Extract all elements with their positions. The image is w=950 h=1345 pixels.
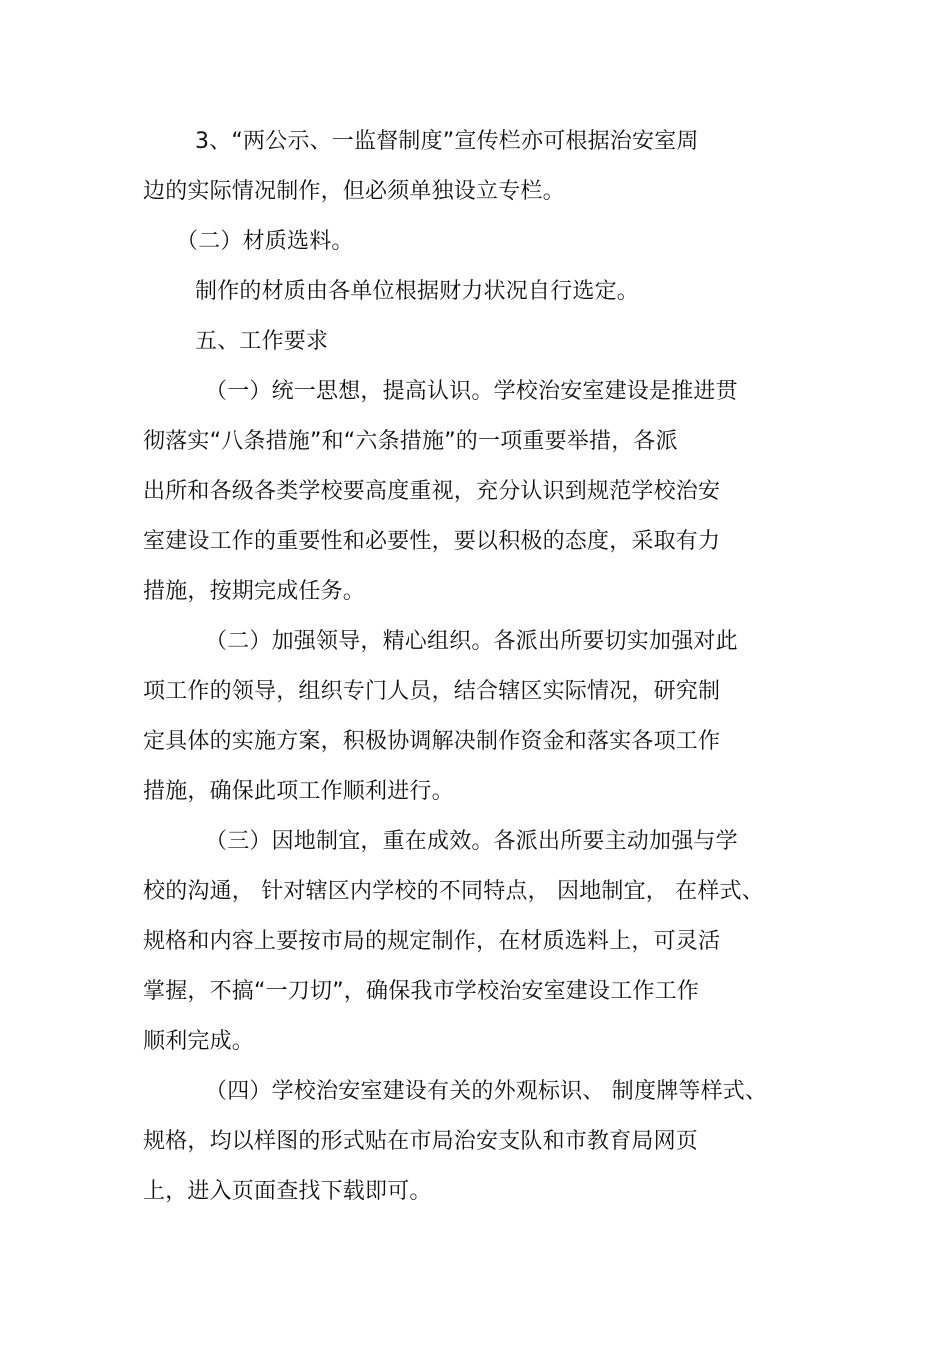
requirement-4-line-3: 上，进入页面查找下载即可。: [143, 1179, 432, 1204]
material-paragraph: 制作的材质由各单位根据财力状况自行选定。: [195, 279, 640, 304]
requirement-1-line-2: 彻落实“八条措施”和“六条措施”的一项重要举措，各派: [143, 429, 678, 454]
requirement-2-line-3: 定具体的实施方案，积极协调解决制作资金和落实各项工作: [143, 729, 721, 754]
requirement-2-line-1: （二）加强领导，精心组织。各派出所要切实加强对此: [205, 629, 738, 654]
requirement-3-line-4: 掌握，不搞“一刀切”，确保我市学校治安室建设工作工作: [143, 979, 699, 1004]
paragraph-3-line-2: 边的实际情况制作，但必须单独设立专栏。: [143, 179, 565, 204]
requirement-1-line-5: 措施，按期完成任务。: [143, 579, 366, 604]
requirement-3-line-2: 校的沟通， 针对辖区内学校的不同特点， 因地制宜， 在样式、: [143, 879, 764, 904]
paragraph-3-line-1: 3、“两公示、一监督制度”宣传栏亦可根据治安室周: [195, 129, 699, 154]
section-heading-work-requirements: 五、工作要求: [195, 329, 329, 354]
requirement-1-line-1: （一）统一思想，提高认识。学校治安室建设是推进贯: [205, 379, 738, 404]
requirement-2-line-4: 措施，确保此项工作顺利进行。: [143, 779, 454, 804]
section-heading-material: （二）材质选料。: [176, 229, 354, 254]
requirement-3-line-1: （三）因地制宜，重在成效。各派出所要主动加强与学: [205, 829, 738, 854]
requirement-4-line-2: 规格，均以样图的形式贴在市局治安支队和市教育局网页: [143, 1129, 699, 1154]
requirement-4-line-1: （四）学校治安室建设有关的外观标识、 制度牌等样式、: [205, 1079, 768, 1104]
requirement-3-line-5: 顺利完成。: [143, 1029, 255, 1054]
requirement-1-line-3: 出所和各级各类学校要高度重视，充分认识到规范学校治安: [143, 479, 721, 504]
requirement-2-line-2: 项工作的领导，组织专门人员，结合辖区实际情况，研究制: [143, 679, 721, 704]
requirement-3-line-3: 规格和内容上要按市局的规定制作，在材质选料上，可灵活: [143, 929, 721, 954]
requirement-1-line-4: 室建设工作的重要性和必要性，要以积极的态度，采取有力: [143, 529, 721, 554]
